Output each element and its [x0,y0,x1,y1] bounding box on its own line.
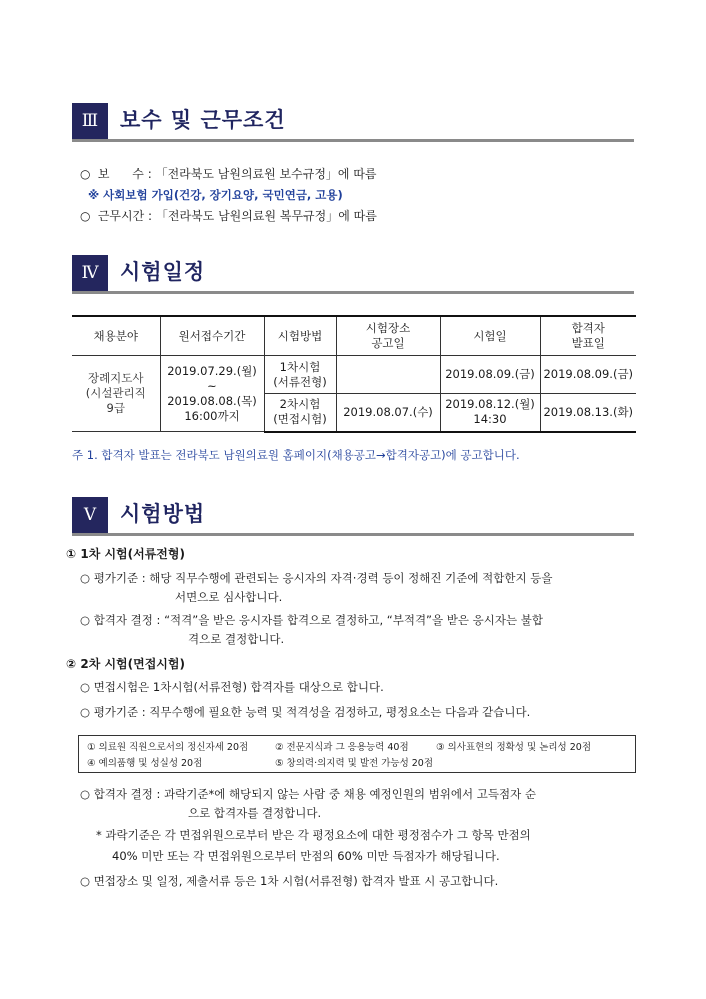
cell-venue-2: 2019.08.07.(수) [336,394,440,432]
section-5-rule [72,533,634,536]
period-time: 16:00까지 [184,408,240,423]
cell-exam-1: 2019.08.09.(금) [440,356,540,394]
hours-bullet: ○ [80,209,91,223]
pay-text: : 「전라북도 남원의료원 보수규정」에 따름 [147,167,377,181]
cell-exam-2: 2019.08.12.(월) 14:30 [440,394,540,432]
cell-method-1: 1차시험 (서류전형) [264,356,336,394]
section-4-header [72,255,634,299]
pay-bullet: ○ [80,167,91,181]
header-period: 원서접수기간 [160,316,264,356]
footnote-line-1: * 과락기준은 각 면접위원으로부터 받은 각 평정요소에 대한 평정점수가 그 항목 만점의 [96,828,531,842]
schedule-note: 주 1. 합격자 발표는 전라북도 남원의료원 홈페이지(채용공고→합격자공고)에 공고합니다. [72,448,520,462]
section-5-title: 시험방법 [120,502,206,526]
header-field: 채용분야 [72,316,160,356]
interview-notice: ○ 면접장소 및 일정, 제출서류 등은 1차 시험(서류전형) 합격자 발표 시 공고합니다. [80,874,499,888]
criteria-box [78,735,636,773]
header-venue: 시험장소 공고일 [336,316,440,356]
section-5-header [72,497,634,541]
insurance-note: ※ 사회보험 가입(건강, 장기요양, 국민연금, 고용) [88,188,343,202]
section-4-title: 시험일정 [120,260,206,284]
first-pass-line-2: 격으로 결정합니다. [188,632,285,646]
header-method: 시험방법 [264,316,336,356]
second-pass-line-1: ○ 합격자 결정 : 과락기준*에 해당되지 않는 사람 중 채용 예정인원의 범위에서 고득점자 순 [80,787,536,801]
section-4-number: Ⅳ [72,255,108,291]
first-eval-line-2: 서면으로 심사합니다. [175,590,283,604]
header-result: 합격자 발표일 [540,316,636,356]
schedule-row-1 [72,356,636,394]
first-eval-line-1: ○ 평가기준 : 해당 직무수행에 관련되는 응시자의 자격·경력 등이 정해진 기준에 적합한지 등을 [80,571,553,585]
criterion-1: ① 의료원 직원으로서의 정신자세 20점 [87,742,249,753]
second-eval: ○ 평가기준 : 직무수행에 필요한 능력 및 적격성을 검정하고, 평정요소는 다음과 같습니다. [80,705,531,719]
cell-result-2: 2019.08.13.(화) [540,394,636,432]
section-3-number: Ⅲ [72,103,108,139]
cell-venue-1 [336,356,440,394]
footnote-line-2: 40% 미만 또는 각 면접위원으로부터 만점의 60% 미만 득점자가 해당됩니다. [112,849,500,863]
cell-result-1: 2019.08.09.(금) [540,356,636,394]
second-exam-title: ② 2차 시험(면접시험) [66,657,185,671]
pay-line [80,166,377,182]
period-end: 2019.08.08.(목) [167,393,257,408]
section-3-header [72,103,634,147]
header-exam: 시험일 [440,316,540,356]
section-3-title: 보수 및 근무조건 [120,108,286,132]
first-pass-line-1: ○ 합격자 결정 : “적격”을 받은 응시자를 합격으로 결정하고, “부적격”을 받은 응시자는 불합 [80,613,543,627]
criterion-3: ③ 의사표현의 정확성 및 논리성 20점 [436,742,592,753]
period-sep: ~ [207,378,217,393]
schedule-table [72,315,636,433]
cell-method-2: 2차시험 (면접시험) [264,394,336,432]
schedule-header-row [72,316,636,356]
criterion-4: ④ 예의품행 및 성실성 20점 [87,758,203,769]
hours-line [80,208,377,224]
first-exam-title: ① 1차 시험(서류전형) [66,547,185,561]
section-5-number: Ⅴ [72,497,108,533]
criterion-2: ② 전문지식과 그 응용능력 40점 [275,742,409,753]
criterion-5: ⑤ 창의력·의지력 및 발전 가능성 20점 [275,758,434,769]
hours-text: : 「전라북도 남원의료원 복무규정」에 따름 [148,209,377,223]
pay-label: 보 수 [97,167,144,181]
second-pass-line-2: 으로 합격자를 결정합니다. [188,806,322,820]
section-4-rule [72,291,634,294]
cell-period [160,356,264,432]
second-target: ○ 면접시험은 1차시험(서류전형) 합격자를 대상으로 합니다. [80,680,384,694]
cell-field: 장례지도사 (시설관리직 9급 [72,356,160,432]
period-start: 2019.07.29.(월) [167,363,257,378]
section-3-rule [72,139,634,142]
hours-label: 근무시간 [97,209,145,223]
